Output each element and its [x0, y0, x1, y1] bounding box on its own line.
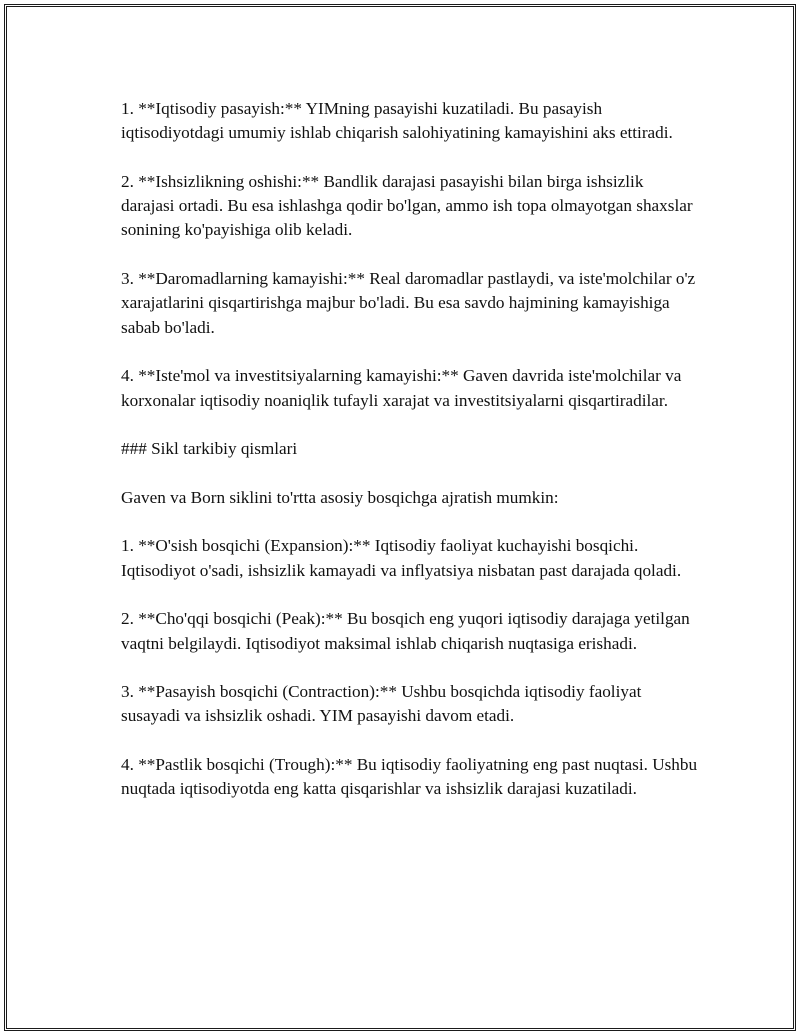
paragraph-phase-3: 3. **Pasayish bosqichi (Contraction):** Ushbu bosqichda iqtisodiy faoliyat susayadi va ishsizlik oshadi. YIM pasayishi davom etadi. — [121, 682, 642, 726]
paragraph-decline-3: 3. **Daromadlarning kamayishi:** Real daromadlar pastlaydi, va iste'molchilar o'z xarajatlarini qisqartirishga majbur bo'ladi. Bu esa savdo hajmining kamayishiga sabab bo'ladi. — [121, 269, 696, 337]
paragraph-phase-2: 2. **Cho'qqi bosqichi (Peak):** Bu bosqich eng yuqori iqtisodiy darajaga yetilgan vaqtni belgilaydi. Iqtisodiyot maksimal ishlab chiqarish nuqtasiga erishadi. — [121, 609, 690, 653]
section-heading: ### Sikl tarkibiy qismlari — [121, 439, 298, 459]
paragraph-decline-4: 4. **Iste'mol va investitsiyalarning kamayishi:** Gaven davrida iste'molchilar va korxonalar iqtisodiy noaniqlik tufayli xarajat va investitsiyalarni qisqartiradilar. — [121, 366, 682, 410]
paragraph-decline-1: 1. **Iqtisodiy pasayish:** YIMning pasayishi kuzatiladi. Bu pasayish iqtisodiyotdagi umumiy ishlab chiqarish salohiyatining kamayishini aks ettiradi. — [121, 99, 673, 143]
paragraph-phase-4: 4. **Pastlik bosqichi (Trough):** Bu iqtisodiy faoliyatning eng past nuqtasi. Ushbu nuqtada iqtisodiyotda eng katta qisqarishlar va ishsizlik darajasi kuzatiladi. — [121, 755, 698, 799]
paragraph-decline-2: 2. **Ishsizlikning oshishi:** Bandlik darajasi pasayishi bilan birga ishsizlik darajasi ortadi. Bu esa ishlashga qodir bo'lgan, ammo ish topa olmayotgan shaxslar sonining ko'payishiga olib keladi. — [121, 171, 693, 240]
page-frame — [4, 4, 796, 1031]
document-body — [121, 97, 701, 802]
paragraph-phase-1: 1. **O'sish bosqichi (Expansion):** Iqtisodiy faoliyat kuchayishi bosqichi. Iqtisodiyot o'sadi, ishsizlik kamayadi va inflyatsiya nisbatan past darajada qoladi. — [121, 536, 682, 580]
section-intro: Gaven va Born siklini to'rtta asosiy bosqichga ajratish mumkin: — [121, 487, 559, 507]
